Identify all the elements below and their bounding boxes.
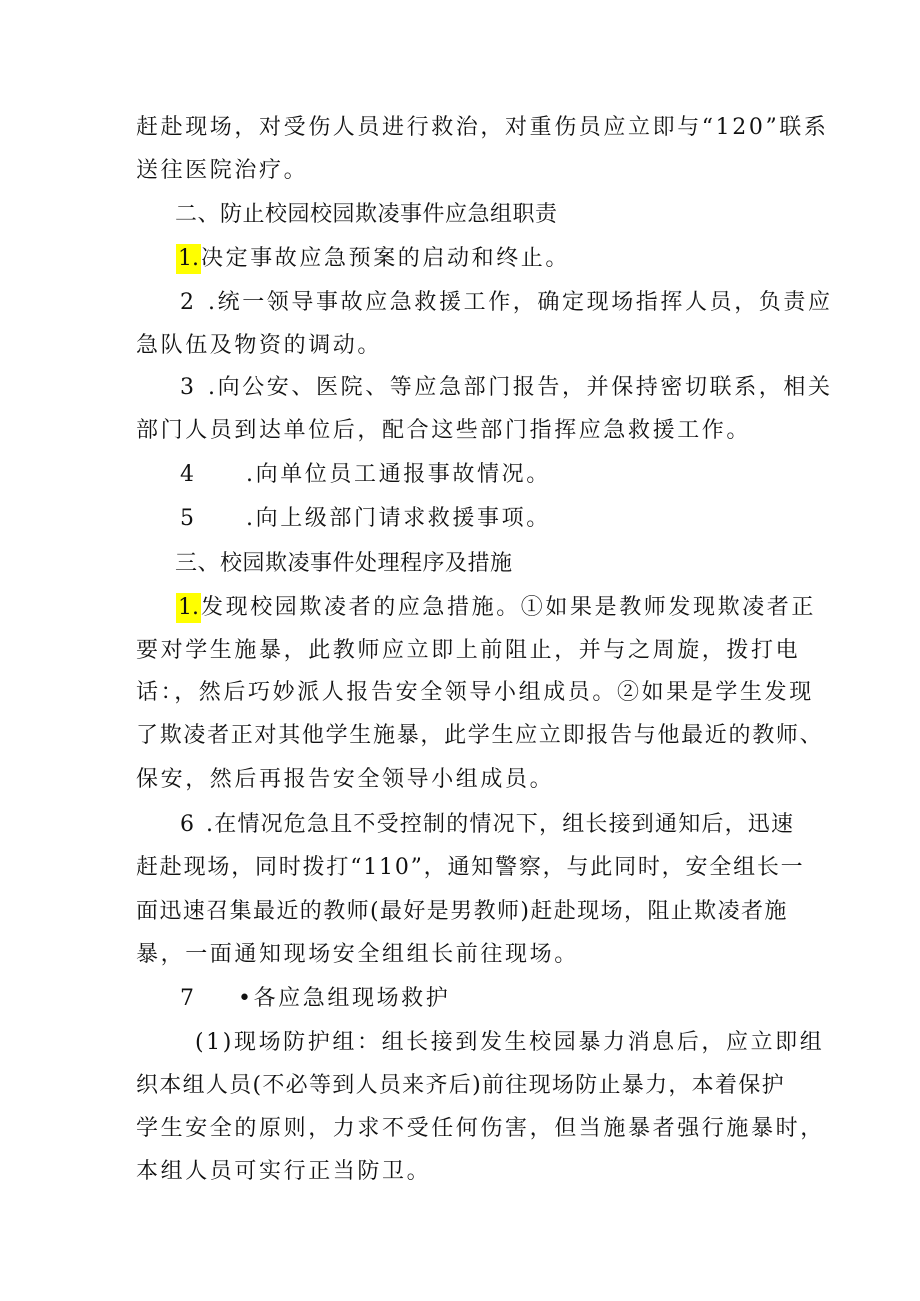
section-heading-2: 二、防止校园校园欺凌事件应急组职责: [175, 202, 558, 227]
paragraph-line: 赶赴现场，对受伤人员进行救治，对重伤员应立即与“120”联系: [136, 115, 829, 140]
list-item-text: .在情况危急且不受控制的情况下，组长接到通知后，迅速: [206, 812, 795, 837]
paragraph-line: 了欺凌者正对其他学生施暴，此学生应立即报告与他最近的教师、: [136, 723, 824, 748]
list-item-6: [180, 810, 794, 840]
paragraph-line: 话：，然后巧妙派人报告安全领导小组成员。②如果是学生发现: [136, 680, 814, 705]
paragraph-line: 急队伍及物资的调动。: [136, 333, 383, 358]
list-item-text: .向单位员工通报事故情况。: [246, 462, 551, 487]
paragraph-line: 赶赴现场，同时拨打“110”，通知警察，与此同时，安全组长一: [136, 855, 805, 880]
list-number: 6: [180, 812, 194, 837]
section-heading-3: 三、校园欺凌事件处理程序及措施: [175, 551, 513, 576]
highlighted-number: 1.: [176, 593, 201, 623]
list-item-text: 决定事故应急预案的启动和终止。: [201, 246, 571, 271]
paragraph-line: 暴，一面通知现场安全组组长前往现场。: [136, 942, 579, 967]
list-item-4: [180, 460, 551, 490]
list-item-2: [180, 288, 833, 318]
paragraph-line: 学生安全的原则，力求不受任何伤害，但当施暴者强行施暴时，: [136, 1116, 825, 1141]
list-item-1b: [176, 593, 816, 623]
list-item-text: •各应急组现场救护: [238, 986, 451, 1011]
list-item-text: .向上级部门请求救援事项。: [246, 506, 551, 531]
list-item-7: [180, 984, 450, 1014]
list-item-text: .统一领导事故应急救援工作，确定现场指挥人员，负责应: [208, 290, 833, 315]
list-item-text: 发现校园欺凌者的应急措施。①如果是教师发现欺凌者正: [201, 595, 817, 620]
highlighted-number: 1.: [176, 244, 201, 274]
paragraph-line: 要对学生施暴，此教师应立即上前阻止，并与之周旋，拨打电: [136, 638, 801, 663]
list-number: 2: [180, 290, 194, 315]
list-number: 5: [180, 506, 194, 531]
paragraph-line: 部门人员到达单位后，配合这些部门指挥应急救援工作。: [136, 418, 752, 443]
list-item-text: .向公安、医院、等应急部门报告，并保持密切联系，相关: [208, 375, 833, 400]
list-number: 4: [180, 462, 194, 487]
list-item-1: [176, 244, 570, 274]
list-number: 7: [180, 986, 194, 1011]
paragraph-line: 保安，然后再报告安全领导小组成员。: [136, 767, 555, 792]
paragraph-line: 送往医院治疗。: [136, 158, 309, 183]
paragraph-line: 面迅速召集最近的教师(最好是男教师)赶赴现场，阻止欺凌者施: [136, 899, 788, 924]
paragraph-line: 织本组人员(不必等到人员来齐后)前往现场防止暴力，本着保护: [136, 1073, 785, 1098]
list-number: 3: [180, 375, 194, 400]
paragraph-line: 本组人员可实行正当防卫。: [136, 1159, 432, 1184]
paragraph-line: (1)现场防护组：组长接到发生校园暴力消息后，应立即组: [195, 1030, 825, 1055]
list-item-5: [180, 504, 551, 534]
list-item-3: [180, 373, 833, 403]
